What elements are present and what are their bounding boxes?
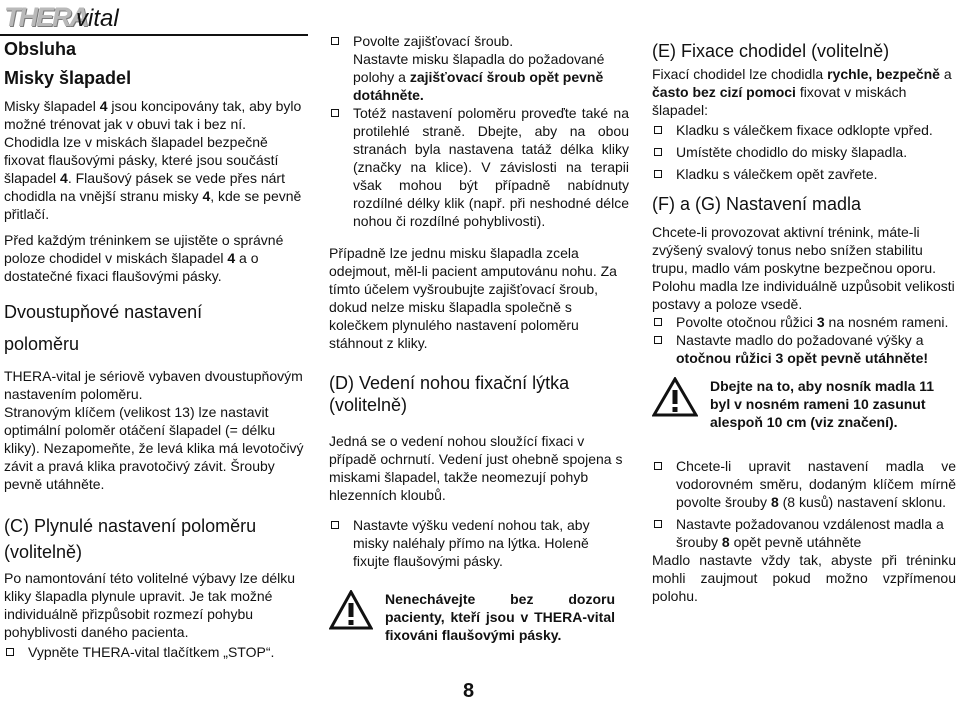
thera-vital-logo [4, 2, 134, 32]
paragraph: Před každým tréninkem se ujistěte o správné poloze chodidel v miskách šlapadel 4 a o dostatečné fixaci flaušovými pásky. [4, 232, 284, 284]
checkbox-icon [654, 318, 662, 326]
paragraph: Misky šlapadel 4 jsou koncipovány tak, aby bylo možné trénovat jak v obuvi tak i bez ní. [4, 98, 302, 132]
paragraph: Madlo nastavte vždy tak, abyste při tréninku mohli zaujmout pokud možno vzpřímenou polohu. [652, 552, 956, 604]
checklist-item: Nastavte výšku vedení nohou tak, aby misky naléhaly přímo na lýtka. Holeně fixujte flaušovými pásky. [329, 516, 629, 570]
checklist-item: Povolte otočnou růžici 3 na nosném rameni. [652, 313, 956, 331]
logo-brand: THERA [4, 2, 87, 32]
paragraph: Stranovým klíčem (velikost 13) lze nastavit optimální poloměr otáčení šlapadel (= délku kliky). Nezapomeňte, že levá klika má levotočivý závit a pravá klika pravotočivý závit. Šrouby pevně utáhněte. [4, 404, 304, 492]
checkbox-icon [331, 109, 339, 117]
logo-suffix: vital [76, 5, 119, 32]
checklist-item: Nastavte požadovanou vzdálenost madla a šrouby 8 opět pevně utáhněte [652, 515, 956, 551]
checkbox-icon [6, 648, 14, 656]
warning-text: Nenechávejte bez dozoru pacienty, kteří jsou v THERA-vital fixováni flaušovými pásky. [385, 591, 615, 643]
warning-box [329, 590, 629, 644]
column-middle [329, 32, 629, 644]
checkbox-icon [331, 37, 339, 45]
checklist-item: Kladku s válečkem fixace odklopte vpřed. [652, 121, 956, 139]
warning-triangle-icon [329, 590, 373, 630]
paragraph: Jedná se o vedení nohou sloužící fixaci v případě ochrnutí. Vedení just ohebně spojena s miskami šlapadel, takže neomezují pohyb hlezenních kloubů. [329, 433, 623, 503]
checklist-item: Kladku s válečkem opět zavřete. [652, 165, 956, 183]
warning-triangle-icon [652, 377, 698, 417]
section-heading-foot-bowls: Misky šlapadel [4, 68, 132, 88]
section-heading-handle: (F) a (G) Nastavení madla [652, 194, 862, 214]
paragraph: Chcete-li provozovat aktivní trénink, máte-li zvýšený svalový tonus nebo snížen stabilitu trupu, madlo vám poskytne bezpečnou oporu. Polohu madla lze individuálně uzpůsobit velikosti postavy a poloze vsedě. [652, 224, 955, 312]
paragraph: Po namontování této volitelné výbavy lze délku kliky šlapadla plynule upravit. Je tak možné individuálně přizpůsobit rozmezí pohybu pohyblivosti daného pacienta. [4, 570, 296, 640]
checkbox-icon [654, 336, 662, 344]
paragraph: Fixací chodidel lze chodidla rychle, bezpečně a často bez cizí pomoci fixovat v miskách šlapadel: [652, 66, 952, 118]
paragraph: THERA-vital je sériově vybaven dvoustupňovým nastavením poloměru. [4, 368, 303, 402]
warning-box [652, 377, 956, 431]
page-title: Obsluha [4, 39, 77, 59]
warning-text: Dbejte na to, aby nosník madla 11 byl v nosném rameni 10 zasunut alespoň 10 cm (viz značení). [710, 378, 935, 430]
checklist-item: Totéž nastavení poloměru proveďte také na protilehlé straně. Dbejte, aby na obou stranách byla nastavena tatáž délka kliky (značky na klice). V závislosti na terapii však mohou být případně nabídnuty rozdílné délky klik (např. při neshodné délce nohou či rozdílné pohyblivosti). [329, 104, 629, 230]
paragraph: Případně lze jednu misku šlapadla zcela odejmout, měl-li pacient amputovánu nohu. Za tímto účelem vyšroubujte zajišťovací šroub, dokud nelze misku šlapadla společně s kolečkem plynulého nastavení poloměru stáhnout z kliky. [329, 245, 617, 351]
section-heading-leg-guide: (D) Vedení nohou fixační lýtka (volitelně) [329, 373, 570, 415]
checkbox-icon [654, 126, 662, 134]
checklist-item: Chcete-li upravit nastavení madla ve vodorovném směru, dodaným klíčem mírně povolte šrouby 8 (8 kusů) nastavení sklonu. [652, 457, 956, 511]
checklist-item: Nastavte madlo do požadované výšky a otočnou růžici 3 opět pevně utáhněte! [652, 331, 956, 367]
checkbox-icon [331, 521, 339, 529]
checkbox-icon [654, 148, 662, 156]
section-heading-radius: Dvoustupňové nastavení poloměru [4, 302, 203, 354]
checkbox-icon [654, 170, 662, 178]
checkbox-icon [654, 462, 662, 470]
section-heading-foot-fixation: (E) Fixace chodidel (volitelně) [652, 41, 890, 61]
paragraph: Nastavte misku šlapadla do požadované polohy a zajišťovací šroub opět pevně dotáhněte. [353, 51, 605, 103]
column-left [4, 36, 304, 661]
checklist-item: Vypněte THERA-vital tlačítkem „STOP“. [4, 643, 304, 661]
section-heading-continuous-radius: (C) Plynulé nastavení poloměru (volitelně) [4, 516, 257, 562]
page-number: 8 [463, 680, 475, 702]
checklist-item: Umístěte chodidlo do misky šlapadla. [652, 143, 956, 161]
checkbox-icon [654, 520, 662, 528]
column-right [652, 40, 956, 605]
checklist-item: Povolte zajišťovací šroub. [329, 32, 629, 50]
paragraph: Chodidla lze v miskách šlapadel bezpečně fixovat flaušovými pásky, které jsou součástí šlapadel 4. Flaušový pásek se vede přes nárt chodidla na vnější stranu misky 4, kde se pevně přitlačí. [4, 134, 302, 222]
